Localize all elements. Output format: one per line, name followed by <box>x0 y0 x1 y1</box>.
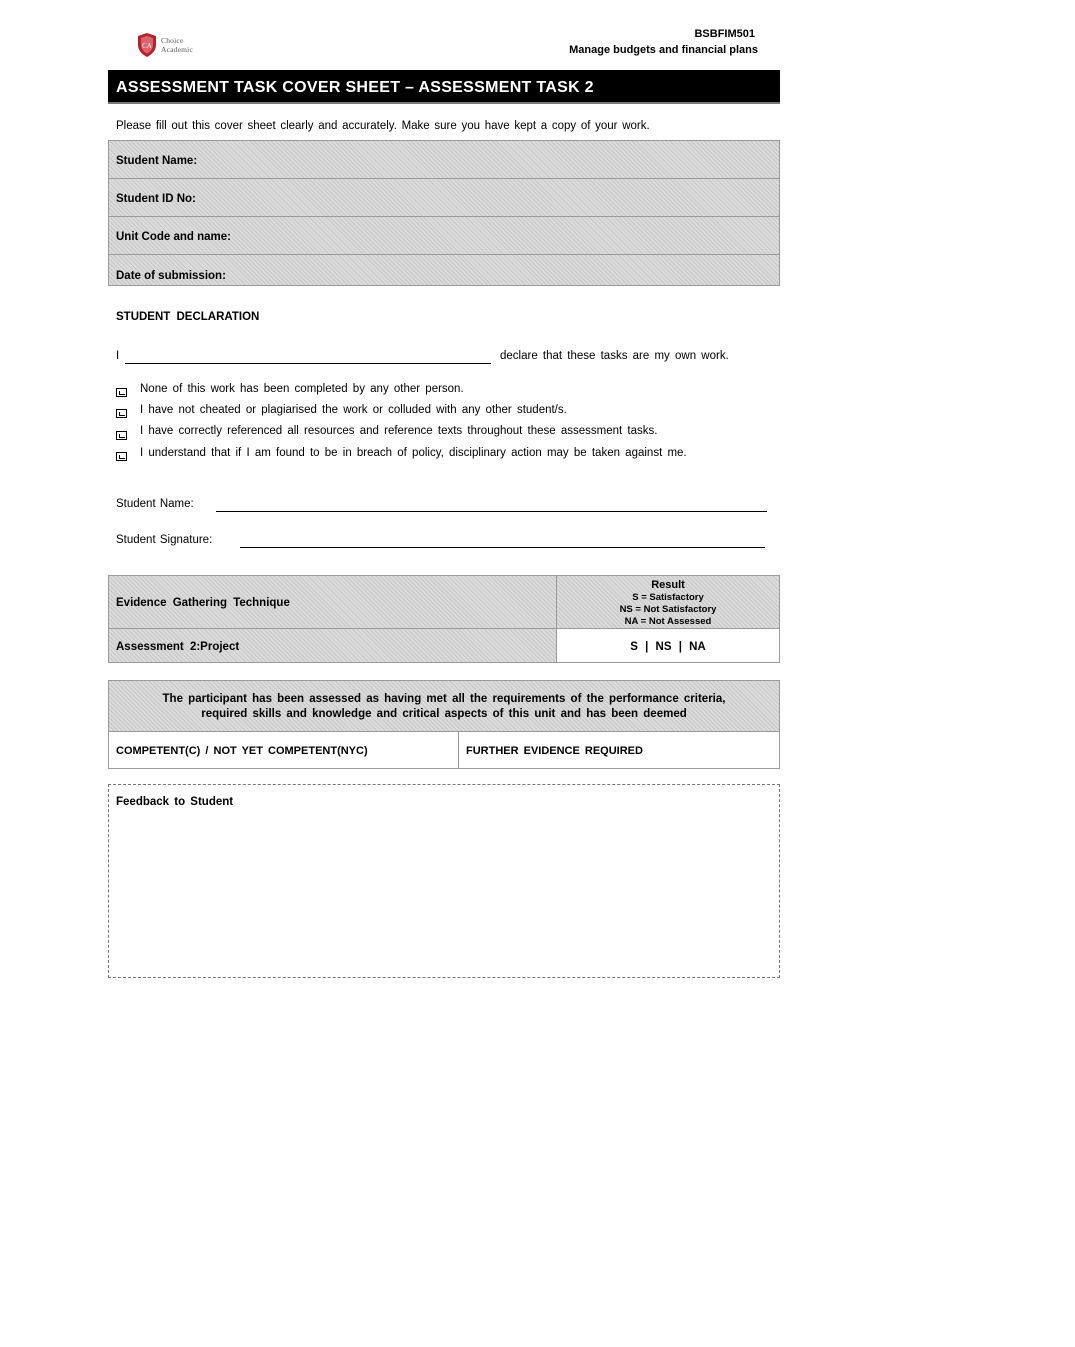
student-info-table <box>108 140 780 286</box>
logo-line2: Academic <box>161 45 193 54</box>
further-evidence-cell[interactable] <box>459 732 779 768</box>
intro-text: Please fill out this cover sheet clearly and accurately. Make sure you have kept a copy of your work. <box>116 120 650 132</box>
statement-3: I have correctly referenced all resources and reference texts throughout these assessment tasks. <box>140 425 658 437</box>
logo-text <box>161 36 193 54</box>
student-signature-field[interactable] <box>240 547 765 548</box>
student-name-sig-label: Student Name: <box>116 498 194 510</box>
result-legend-na: NA = Not Assessed <box>624 616 712 627</box>
statement-2: I have not cheated or plagiarised the work or colluded with any other student/s. <box>140 404 567 416</box>
statement-1: None of this work has been completed by any other person. <box>140 383 464 395</box>
declaration-name-field[interactable] <box>125 363 491 364</box>
shield-logo-icon <box>137 32 157 58</box>
logo <box>137 32 207 60</box>
statement-checkbox-icon[interactable] <box>116 452 127 461</box>
result-title: Result <box>651 579 685 591</box>
evidence-table <box>108 575 780 663</box>
unit-code-row[interactable] <box>109 217 779 255</box>
competent-cell[interactable] <box>109 732 459 768</box>
student-name-row[interactable] <box>109 141 779 179</box>
feedback-box[interactable] <box>108 784 780 978</box>
student-id-row[interactable] <box>109 179 779 217</box>
student-name-label: Student Name: <box>116 155 198 167</box>
statement-checkbox-icon[interactable] <box>116 431 127 440</box>
unit-title: Manage budgets and financial plans <box>569 44 758 56</box>
student-signature-label: Student Signature: <box>116 534 213 546</box>
competency-statement-line1: The participant has been assessed as having met all the requirements of the performance criteria, <box>162 693 726 705</box>
competent-label: COMPETENT(C) / NOT YET COMPETENT(NYC) <box>116 745 368 757</box>
declaration-line <box>116 350 776 366</box>
assessment-result-options[interactable]: S | NS | NA <box>630 641 706 653</box>
competency-statement-line2: required skills and knowledge and critical aspects of this unit and has been deemed <box>201 708 687 720</box>
statement-checkbox-icon[interactable] <box>116 409 127 418</box>
evidence-technique-label: Evidence Gathering Technique <box>116 597 290 609</box>
date-submission-label: Date of submission: <box>116 270 226 282</box>
competency-table <box>108 680 780 769</box>
svg-text:CA: CA <box>142 42 152 50</box>
declaration-suffix: declare that these tasks are my own work. <box>500 350 729 362</box>
assessment-row-label-cell <box>109 629 557 662</box>
evidence-technique-header <box>109 576 557 629</box>
page-title: ASSESSMENT TASK COVER SHEET – ASSESSMENT TASK 2 <box>108 70 780 104</box>
result-header <box>557 576 779 629</box>
declaration-title: STUDENT DECLARATION <box>116 311 260 323</box>
statement-4: I understand that if I am found to be in breach of policy, disciplinary action may be taken against me. <box>140 447 687 459</box>
student-name-sig-field[interactable] <box>216 511 767 512</box>
result-legend-s: S = Satisfactory <box>632 592 704 603</box>
statement-checkbox-icon[interactable] <box>116 388 127 397</box>
assessment-row-label: Assessment 2:Project <box>116 641 240 653</box>
student-id-label: Student ID No: <box>116 193 196 205</box>
declaration-prefix: I <box>116 350 120 362</box>
date-submission-row[interactable] <box>109 255 779 285</box>
unit-code: BSBFIM501 <box>694 28 755 40</box>
feedback-label: Feedback to Student <box>116 796 234 808</box>
further-evidence-label: FURTHER EVIDENCE REQUIRED <box>466 745 643 757</box>
logo-line1: Choice <box>161 36 184 45</box>
unit-code-label: Unit Code and name: <box>116 231 232 243</box>
result-legend-ns: NS = Not Satisfactory <box>619 604 717 615</box>
competency-statement <box>109 681 779 732</box>
